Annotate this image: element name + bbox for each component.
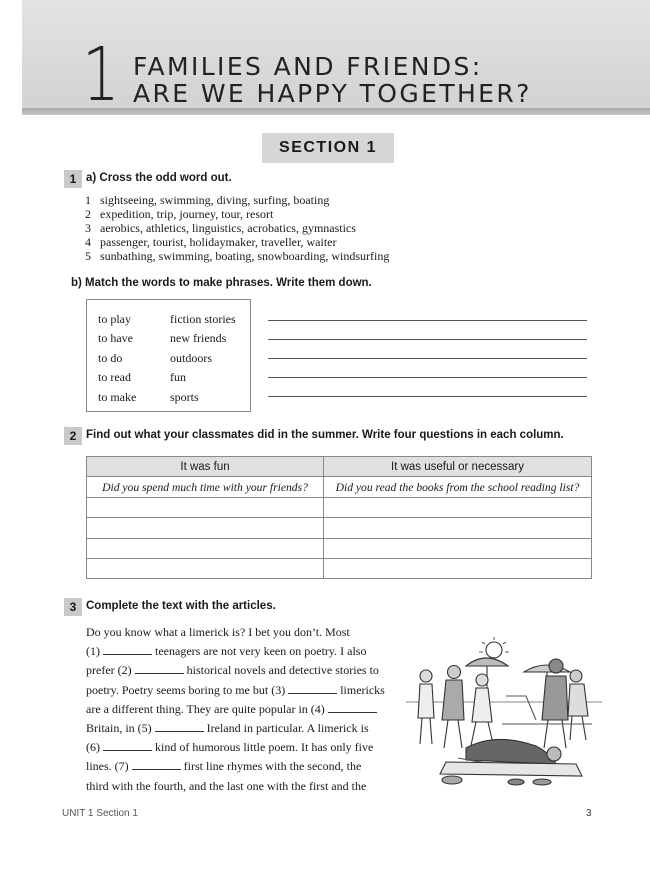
text-line: poetry. Poetry seems boring to me but (3) limericks bbox=[86, 682, 385, 697]
answer-cell[interactable] bbox=[87, 497, 324, 517]
gap-7[interactable] bbox=[132, 760, 181, 770]
col-header-useful: It was useful or necessary bbox=[324, 457, 592, 477]
gap-6[interactable] bbox=[103, 741, 152, 751]
verb-item: to read bbox=[98, 370, 131, 385]
match-box bbox=[86, 299, 251, 412]
unit-title-line2: ARE WE HAPPY TOGETHER? bbox=[133, 79, 532, 108]
verb-item: to play bbox=[98, 312, 131, 326]
unit-number: 1 bbox=[82, 32, 120, 118]
verb-item: to have bbox=[98, 331, 133, 346]
exercise-2-instruction: Find out what your classmates did in the summer. Write four questions in each column. bbox=[86, 429, 564, 441]
answer-cell[interactable] bbox=[324, 538, 592, 558]
list-item: 3 aerobics, athletics, linguistics, acrobatics, gymnastics bbox=[85, 221, 356, 235]
table-header-row bbox=[87, 457, 592, 477]
answer-cell[interactable] bbox=[87, 518, 324, 538]
table-row bbox=[87, 538, 592, 558]
example-question-fun: Did you spend much time with your friends? bbox=[87, 477, 324, 497]
exercise-3-instruction: Complete the text with the articles. bbox=[86, 600, 276, 612]
questions-table bbox=[86, 456, 592, 579]
footer-unit-label: UNIT 1 Section 1 bbox=[62, 808, 138, 819]
exercise-2-number: 2 bbox=[64, 427, 82, 445]
verb-column bbox=[98, 310, 136, 407]
table-row bbox=[87, 558, 592, 578]
beach-illustration bbox=[406, 636, 602, 786]
noun-item: new friends bbox=[170, 331, 227, 346]
section-label: SECTION 1 bbox=[262, 133, 394, 163]
list-item: 4 passenger, tourist, holidaymaker, traveller, waiter bbox=[85, 235, 337, 249]
odd-word-list bbox=[85, 193, 389, 263]
gap-1[interactable] bbox=[103, 645, 152, 655]
answer-cell[interactable] bbox=[324, 518, 592, 538]
text-line: (1) teenagers are not very keen on poetry. I also bbox=[86, 644, 367, 659]
text-line: lines. (7) first line rhymes with the second, the bbox=[86, 759, 362, 774]
list-item: 1 sightseeing, swimming, diving, surfing, boating bbox=[85, 193, 330, 207]
noun-item: fiction stories bbox=[170, 312, 236, 326]
noun-item: sports bbox=[170, 389, 199, 404]
text-line: third with the fourth, and the last one with the first and the bbox=[86, 778, 367, 793]
col-header-fun: It was fun bbox=[87, 457, 324, 477]
answer-cell[interactable] bbox=[324, 497, 592, 517]
exercise-3-number: 3 bbox=[64, 598, 82, 616]
answer-cell[interactable] bbox=[324, 558, 592, 578]
list-item: 2 expedition, trip, journey, tour, resort bbox=[85, 207, 274, 221]
answer-line[interactable] bbox=[268, 396, 587, 397]
gap-4[interactable] bbox=[328, 703, 377, 713]
verb-item: to do bbox=[98, 350, 123, 365]
table-row bbox=[87, 497, 592, 517]
text-line: Britain, in (5) Ireland in particular. A limerick is bbox=[86, 721, 369, 736]
answer-cell[interactable] bbox=[87, 558, 324, 578]
unit-title-line1: FAMILIES AND FRIENDS: bbox=[133, 52, 483, 81]
text-line: prefer (2) historical novels and detective stories to bbox=[86, 663, 379, 678]
page-number: 3 bbox=[586, 808, 592, 819]
answer-line[interactable] bbox=[268, 339, 587, 340]
table-row bbox=[87, 477, 592, 497]
text-line: Do you know what a limerick is? I bet you don’t. Most bbox=[86, 625, 350, 639]
gap-5[interactable] bbox=[155, 722, 204, 732]
example-question-useful: Did you read the books from the school reading list? bbox=[324, 477, 592, 497]
gap-3[interactable] bbox=[288, 684, 337, 694]
exercise-1b-instruction: b) Match the words to make phrases. Write them down. bbox=[71, 277, 372, 289]
noun-item: fun bbox=[170, 370, 186, 385]
noun-item: outdoors bbox=[170, 350, 212, 365]
gap-2[interactable] bbox=[135, 664, 184, 674]
answer-line[interactable] bbox=[268, 320, 587, 321]
list-item: 5 sunbathing, swimming, boating, snowboarding, windsurfing bbox=[85, 249, 390, 263]
answer-line[interactable] bbox=[268, 377, 587, 378]
answer-line[interactable] bbox=[268, 358, 587, 359]
noun-column bbox=[170, 310, 236, 407]
limerick-text bbox=[86, 623, 388, 796]
verb-item: to make bbox=[98, 389, 137, 404]
answer-cell[interactable] bbox=[87, 538, 324, 558]
unit-title bbox=[133, 53, 532, 107]
exercise-1-number: 1 bbox=[64, 170, 82, 188]
text-line: (6) kind of humorous little poem. It has only five bbox=[86, 740, 374, 755]
exercise-1a-instruction: a) Cross the odd word out. bbox=[86, 172, 232, 184]
table-row bbox=[87, 518, 592, 538]
text-line: are a different thing. They are quite popular in (4) bbox=[86, 700, 388, 719]
